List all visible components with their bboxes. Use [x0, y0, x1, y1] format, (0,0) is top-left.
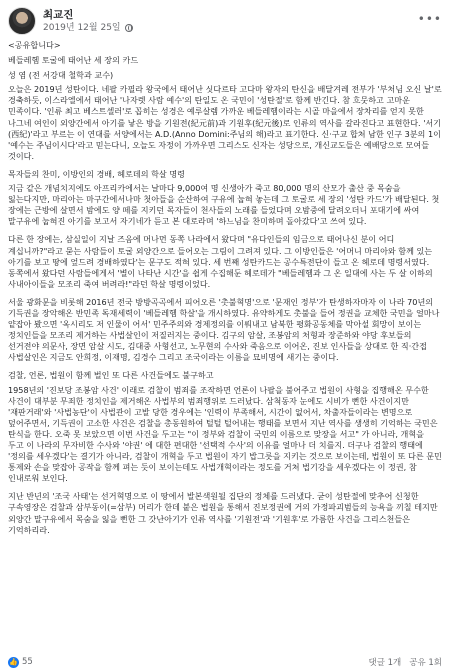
- comment-count[interactable]: 댓글 1개: [368, 658, 402, 668]
- post-header: [8, 6, 133, 36]
- post-paragraph: 성 염 (전 서강대 철학과 교수): [8, 70, 114, 81]
- globe-icon: [125, 24, 133, 32]
- post-subline: [43, 22, 133, 34]
- reaction-bar: [8, 655, 442, 669]
- more-horizontal-icon[interactable]: •••: [417, 12, 442, 26]
- post-date[interactable]: 2019년 12월 25일: [43, 22, 121, 33]
- like-count[interactable]: 55: [22, 657, 33, 667]
- post-paragraph: 오늘은 2019년 성탄이다. 네팔 카필라 왕국에서 태어난 싯다르타 고다마 왕자의 탄신을 배달겨레 전부가 '부처님 오신 날'로 경축하듯, 이스라엘에서 태어난 '나자렛 사람 예수'의 탄일도 온 국민이 '성탄절'로 함께 반긴다. 참 흐뭇하고 고마운 민족이다. '인류 최고 베스트셀러'로 꼽히는 성경은 예루살렘 가까운 베들레헴이라는 시골 마을에서 장차리를 얻지 못한 나그네 여인이 외양간에서 아기를 낳은 방을 기원전(紀元前)과 기원후(紀元後)로 인류의 역사를 갈라진다고 표현한다. '서기(西紀)'라고 부르는 이 연대를 서양에서는 A.D.(Anno Domini:주님의 해)라고 표기한다. 신·구교 합쳐 남한 인구 3분의 1이 '예수는 주님이시다'라고 믿는다니, 오늘도 자정이 가까우면 그리스도 신자는 성당으로, 개신교도들은 예배당으로 모여들 것이다.: [8, 84, 442, 161]
- post-paragraph: 목자들의 찬미, 이방인의 경배, 헤로데의 학살 명령: [8, 168, 185, 179]
- post-paragraph: 지난 반년의 '조국 사태'는 선거혁명으로 이 땅에서 발본색원될 집단의 정체를 드러냈다. 굳이 성탄절에 맞추어 신청한 구속영장은 검찰과 삼부동이(=삼부) 머리가 한데 붙은 법원을 통해서 진보정권에 거의 가정파괴범들의 능욕을 끼칠 테지만 외양간 말구유에서 목숨을 잃을 뻔한 그 갓난아기가 인류 역사를 '기원전'과 '기원후'로 가름한 사건을 그리스천들은 기억하리라.: [8, 491, 438, 535]
- avatar[interactable]: [8, 7, 36, 35]
- post-paragraph: 베들레헴 토굴에 태어난 세 장의 카드: [8, 55, 139, 66]
- post-paragraph: 서울 광화문을 비롯해 2016년 전국 방방곡곡에서 피어오른 '촛불혁명'으로 '문재인 정부'가 탄생하자마자 이 나라 70년의 기득권을 장악해온 반민족 독재세력이 '베들레헴 학살'을 개시하였다. 유약하게도 촛불을 들어 정권을 교체한 국민을 얼마나 얕잡아 봤으면 '옥시리도 저 인물이 어서' 민주주의와 경제정의를 이뤄내고 남북한 평화공동체를 막아설 회망이 보이는 정치인들을 모조리 제거하는 사법살인이 저질러지는 중이다. 김구의 암살, 조봉암의 처형과 장준하와 야당 후보들의 선거전야 의문사, 장면 암살 시도, 김대중 사형선고, 노무현의 수사와 죽음으로 이어온, 진보 인사들을 상대로 한 직·간접 사법살인은 지금도 안희정, 이재명, 김경수 그리고 조국이라는 이름을 묘비명에 새기는 중이다.: [8, 296, 440, 363]
- post-meta: [43, 9, 133, 34]
- post-paragraph: <공유합니다>: [8, 40, 61, 50]
- author-name[interactable]: 최교진: [43, 8, 74, 21]
- post-paragraph: 다른 한 장에는, 삼실일이 지날 즈음에 머나먼 동쪽 나라에서 왔다며 "유다인들의 임금으로 태어나신 분이 어디 계십니까?"라고 묻는 사람들이 토굴 외양간으로 들어오는 그림이 그려져 있다. 그 이방인들은 '어머니 마리아와 함께 있는 아기를 보고 땅에 엎드려 경배하였다'는 문구도 적혀 있다. 세 번째 성탄카드는 공수특전단이 들고 온 헤로데 명령서였다. 동쪽에서 왔다던 사람들에게서 '별이 나타난 시간'을 쉽게 수집해둔 헤로데가 "베들레헴과 그 온 일대에 사는 두 살 이하의 사내아이들을 모조리 죽여 버려라!"라던 학살 명령이었다.: [8, 234, 433, 289]
- post-paragraph: 1958년의 '진보당 조봉암 사건' 이래로 검찰이 범죄를 조작하면 언론이 나팔을 불어주고 법원이 사형을 집행해온 무수한 사건이 대부분 무죄한 정치인을 제거해온 사법부의 범죄행위로 드러났다. 삼척동자 눈에도 시비가 뻔한 사건이지만 '재판거래'와 '사법농단'이 사법관이 고발 당한 경우에는 '인력이 부족해서, 시간이 없어서, 차출자들이라는 변명으로 덮어주면서, 기득권이 고소한 사건은 검찰을 총동원하여 털털 털어내는 행태를 보면서 지난 역사를 생생히 기억하는 국민은 탄식을 한다. 오죽 못 보았으면 이번 사건을 두고는 "이 정부와 검찰이 국민의 이름으로 맞장을 서고" 가 아니라, 개혁을 두고 이 나라의 무자비한 수사와 '야권' 에 대한 편대한 '선택적 수사'의 이유를 얼마나 더 치를지. 더구나 검찰의 행태에 '정의를 세우겠다'는 결기가 아니라, 검찰이 개혁을 두고 법원이 자기 밥그릇을 지키는 것으로 보이는데, 법원이 또 다른 문민 통제와 손을 맞잡아 공작을 함께 펴는 듯이 보이는데도 사법개혁이라는 정도를 거쳐 법기강을 세우겠다는 이 정권, 참 인내로워 보인다.: [8, 384, 442, 484]
- post-paragraph: 지금 같은 개념치지에도 아프리카에서는 날마다 9,000여 명 신생아가 죽고 80,000 명의 산모가 출산 중 목숨을 잃는다지만, 마리아는 마구간에서나마 첫아들을 순산하여 구유에 눕혀 놓는데 그 토굴로 세 장의 '성탄 카드'가 배달된다. 첫 장에는 근방에 살면서 밤에도 양 떼를 지키던 목자들이 천사들의 노래를 들었다며 오밤중에 달려오더니 포대기에 싸여 말구유에 눕혀진 아기를 보고서 자기네가 듣고 본 대로라며 '하느님을 찬미하며 돌아갔다'고 쓰여 있다.: [8, 183, 440, 227]
- share-count[interactable]: 공유 1회: [409, 658, 442, 668]
- post-paragraph: 검찰, 언론, 법원이 함께 벌인 또 다른 사건들에도 불구하고: [8, 370, 214, 381]
- post-body: [8, 40, 442, 543]
- like-icon: 👍: [9, 658, 18, 666]
